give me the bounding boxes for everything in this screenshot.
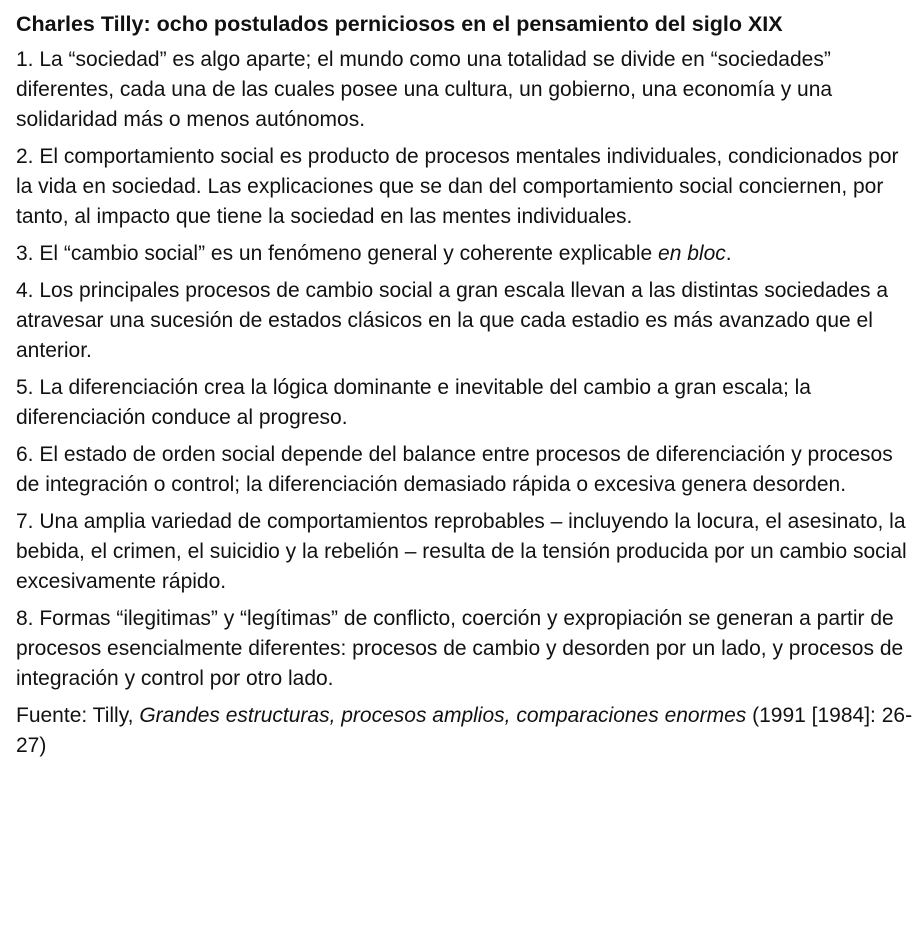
source-suffix: (1991 [1984]: 26-27)	[16, 704, 913, 757]
postulate-3	[16, 239, 916, 269]
postulate-3-text: 3. El “cambio social” es un fenómeno general y coherente explicable	[16, 242, 659, 265]
source-work-title: Grandes estructuras, procesos amplios, comparaciones enormes	[139, 704, 747, 727]
source-citation	[16, 701, 916, 761]
document-title: Charles Tilly: ocho postulados perniciosos en el pensamiento del siglo XIX	[16, 12, 783, 36]
source-prefix: Fuente: Tilly,	[16, 704, 140, 727]
postulate-5: 5. La diferenciación crea la lógica dominante e inevitable del cambio a gran escala; la diferenciación conduce al progreso.	[16, 376, 811, 429]
postulate-1: 1. La “sociedad” es algo aparte; el mundo como una totalidad se divide en “sociedades” diferentes, cada una de las cuales posee una cultura, un gobierno, una economía y una solidaridad más o menos autónomos.	[16, 48, 833, 131]
postulate-7: 7. Una amplia variedad de comportamientos reprobables – incluyendo la locura, el asesinato, la bebida, el crimen, el suicidio y la rebelión – resulta de la tensión producida por un cambio social excesivamente rápido.	[16, 510, 907, 593]
postulate-6: 6. El estado de orden social depende del balance entre procesos de diferenciación y procesos de integración o control; la diferenciación demasiado rápida o excesiva genera desorden.	[16, 443, 893, 496]
postulate-4: 4. Los principales procesos de cambio social a gran escala llevan a las distintas sociedades a atravesar una sucesión de estados clásicos en la que cada estadio es más avanzado que el anterior.	[16, 279, 888, 362]
document	[16, 10, 916, 761]
postulate-3-emphasis: en bloc	[658, 242, 726, 265]
postulate-3-after: .	[725, 242, 732, 265]
postulate-2: 2. El comportamiento social es producto de procesos mentales individuales, condicionados por la vida en sociedad. Las explicaciones que se dan del comportamiento social conciernen, por tanto, al impacto que tiene la sociedad en las mentes individuales.	[16, 145, 899, 228]
postulate-8: 8. Formas “ilegitimas” y “legítimas” de conflicto, coerción y expropiación se generan a partir de procesos esencialmente diferentes: procesos de cambio y desorden por un lado, y procesos de integración y control por otro lado.	[16, 607, 904, 690]
